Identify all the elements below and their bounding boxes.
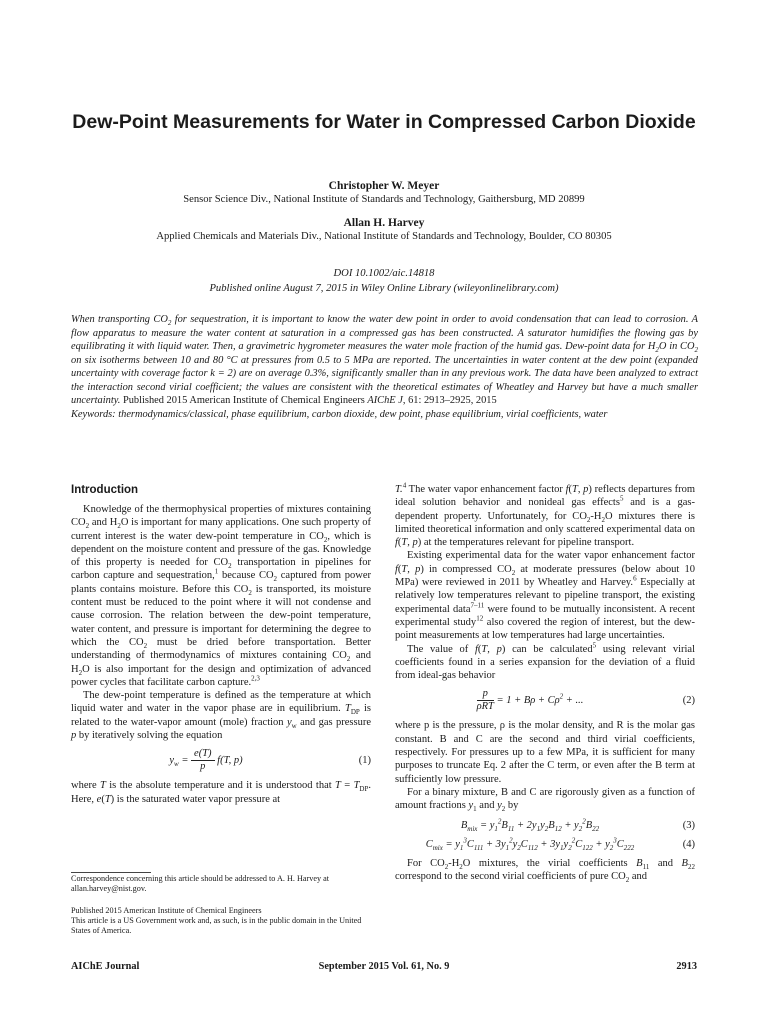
author-name: Allan H. Harvey <box>343 217 425 229</box>
author-affiliation: Sensor Science Div., National Institute of Standards and Technology, Gaithersburg, MD 20899 <box>183 194 585 205</box>
abstract-published: Published 2015 American Institute of Chemical Engineers <box>120 395 368 406</box>
abstract-text: When transporting $CO_2$ for sequestration, it is important to know the water dew point in order to avoid condensation that can lead to corrosion. A flow apparatus to measure the water content at saturation in a compressed gas has been constructed. A saturator humidifies the flowing gas by equilibrating it with liquid water. Then, a gravimetric hygrometer measures the water mole fraction of the humid gas. Dew-point data for $H_2O$ in $CO_2$ on six isotherms between 10 and 80 °C at pressures from 0.5 to 5 MPa are reported. The uncertainties in water content at the dew point (expanded uncertainty with coverage factor k = 2) are on average 0.3%, significantly smaller than in any previous work. The data have been analyzed to extract the interaction second virial coefficient; the values are consistent with the theoretical estimates of Wheatley and Harvey but have a much smaller uncertainty. <box>71 314 698 406</box>
equation-number: (4) <box>682 838 695 850</box>
section-heading-introduction: Introduction <box>71 484 139 496</box>
column-left <box>71 483 371 806</box>
correspondence-footnote: Correspondence concerning this article should be addressed to A. H. Harvey at allan.harvey@nist.gov. <box>71 874 330 893</box>
body-paragraph: The value of f(T, p) can be calculated$^5$ using relevant virial coefficients found in a series expansion for the deviation of a fluid from ideal-gas behavior <box>395 641 695 682</box>
equation-number: (1) <box>358 755 371 767</box>
footer-page-number: 2913 <box>676 961 697 972</box>
equation-4: $C_{mix} = y_1^3C_{111} + 3y_1^2y_2C_{112} + 3y_1y_2^2C_{122} + y_2^3C_{222}$ (4) <box>425 836 695 852</box>
body-paragraph: Existing experimental data for the water vapor enhancement factor f(T, p) in compressed $CO_2$ at moderate pressures (below about 10 MPa) were reviewed in 2011 by Wheatley and Harvey.$^6$ Especially at relatively low temperatures relevant to pipeline transport, the existing experimental data$^{7-11}$ were found to be mutually inconsistent. A recent experimental study$^{12}$ also covered the region of interest, but the dew-point measurements at low temperatures had large uncertainties. <box>395 550 696 642</box>
equation-number: (3) <box>682 819 695 831</box>
footer-journal: AIChE Journal <box>71 961 140 972</box>
footer-issue: September 2015 Vol. 61, No. 9 <box>318 961 450 972</box>
body-paragraph: T.$^4$ The water vapor enhancement factor f(T, p) reflects departures from ideal solution behavior and nonideal gas effects$^5$ and is a gas-dependent property. Unfortunately, for $CO_2-H_2O$ mixtures there is limited theoretical information and only scattered experimental data on f(T, p) at the temperatures relevant for pipeline transport. <box>395 481 696 549</box>
body-paragraph: For a binary mixture, B and C are rigorously given as a function of amount fractions $y_1$ and $y_2$ by <box>395 786 695 814</box>
keywords: Keywords: thermodynamics/classical, phase equilibrium, carbon dioxide, dew point, phase equilibrium, virial coefficients, water <box>71 408 608 420</box>
copyright-notice: Published 2015 American Institute of Chemical Engineers This article is a US Government work and, as such, is in the public domain in the United States of America. <box>71 906 362 935</box>
footnote-divider <box>71 872 151 873</box>
equation-3: $B_{mix} = y_1^2B_{11} + 2y_1y_2B_{12} + y_2^2B_{22}$ (3) <box>460 817 695 833</box>
published-online-text: Published online August 7, 2015 in Wiley Online Library (wileyonlinelibrary.com) <box>209 283 559 294</box>
abstract: When transporting $CO_2$ for sequestration, it is important to know the water dew point in order to avoid condensation that can lead to corrosion. A flow apparatus to measure the water content at saturation in a compressed gas has been constructed. A saturator humidifies the flowing gas by equilibrating it with liquid water. Then, a gravimetric hygrometer measures the water mole fraction of the humid gas. Dew-point data for $H_2O$ in $CO_2$ on six isotherms between 10 and 80 °C at pressures from 0.5 to 5 MPa are reported. The uncertainties in water content at the dew point (expanded uncertainty with coverage factor k = 2) are on average 0.3%, significantly smaller than in any previous work. The data have been analyzed to extract the interaction second virial coefficient; the values are consistent with the theoretical estimates of Wheatley and Harvey but have a much smaller uncertainty. Published 2015 American Institute of Chemical Engineers AIChE J, 61: 2913–2925, 2015 Keywords: thermodynamics/classical, phase equilibrium, carbon dioxide, dew point, phase equilibrium, virial coefficients, water <box>71 314 698 420</box>
equation-number: (2) <box>682 695 695 707</box>
equation-1: $y_w$ = $\frac{e(T)}{p}$ f(T, p) (1) <box>169 748 371 773</box>
body-paragraph: where p is the pressure, ρ is the molar density, and R is the molar gas constant. B and C are the second and third virial coefficients, respectively. For pressures up to a few MPa, it is sufficient for many purposes to truncate Eq. 2 after the C term, or even after the B term at sufficiently low pressure. <box>395 720 695 785</box>
intro-paragraph-1: Knowledge of the thermophysical properties of mixtures containing $CO_2$ and $H_2O$ is important for many applications. One such property of current interest is the water dew-point temperature in $CO_2$, which is dependent on the moisture content and pressure of the gas. Knowledge of this property is needed for $CO_2$ transportation in pipelines for carbon capture and sequestration,$^1$ because $CO_2$ captured from power plants contains moisture. Before this $CO_2$ is transported, its moisture content must be reduced to the point where it will not condense and cause corrosion. The relation between the dew-point temperature, water content, and pressure is important for determining the degree to which the $CO_2$ must be dried before transportation. Better understanding of thermodynamics of mixtures containing $CO_2$ and $H_2O$ is also important for the design and optimization of advanced power cycles that facilitate carbon capture.$^{2,3}$ <box>71 504 371 688</box>
author-affiliation: Applied Chemicals and Materials Div., National Institute of Standards and Technology, Boulder, CO 80305 <box>156 231 612 242</box>
equation-2: $\frac{p}{\text{ρRT}}$ = $1 + B\rho + C\rho^2$ + ... (2) <box>476 688 695 713</box>
journal-ref: AIChE J <box>367 395 403 406</box>
author-name: Christopher W. Meyer <box>328 180 440 192</box>
column-right <box>395 483 695 884</box>
intro-paragraph-3: where T is the absolute temperature and it is understood that $T = T_{DP}$. Here, e(T) is the saturated water vapor pressure at <box>71 780 371 805</box>
body-paragraph: For $CO_2-H_2O$ mixtures, the virial coefficients $B_{11}$ and $B_{22}$ correspond to the second virial coefficients of pure $CO_2$ and <box>395 858 695 885</box>
intro-paragraph-2: The dew-point temperature is defined as the temperature at which liquid water and water in the vapor phase are in equilibrium. $T_{DP}$ is related to the water-vapor amount (mole) fraction $y_w$ and gas pressure p by iteratively solving the equation <box>71 690 371 742</box>
article-title: Dew-Point Measurements for Water in Compressed Carbon Dioxide <box>72 111 696 133</box>
doi-text: DOI 10.1002/aic.14818 <box>333 268 435 279</box>
